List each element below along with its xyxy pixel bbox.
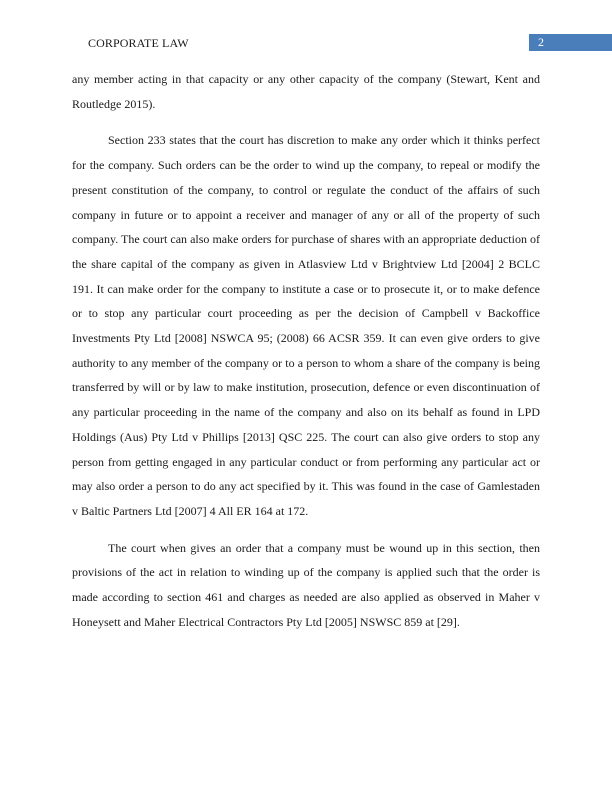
paragraph-section-233: Section 233 states that the court has discretion to make any order which it thinks perfect for the company. Such orders can be the order to wind up the company, to repeal or modify the present constitution of the company, to control or regulate the conduct of the affairs of such company in future or to appoint a receiver and manager of any or all of the property of such company. The court can also make orders for purchase of shares with an appropriate deduction of the share capital of the company as given in Atlasview Ltd v Brightview Ltd [2004] 2 BCLC 191. It can make order for the company to institute a case or to prosecute it, or to make defence or to stop any particular court proceeding as per the decision of Campbell v Backoffice Investments Pty Ltd [2008] NSWCA 95; (2008) 66 ACSR 359. It can even give orders to give authority to any member of the company or to a person to whom a share of the company is being transferred by will or by law to make institution, prosecution, defence or even discontinuation of any particular proceeding in the name of the company and also on its behalf as found in LPD Holdings (Aus) Pty Ltd v Phillips [2013] QSC 225. The court can also give orders to stop any person from getting engaged in any particular conduct or from performing any particular act or may also order a person to do any act specified by it. This was found in the case of Gamlestaden v Baltic Partners Ltd [2007] 4 All ER 164 at 172. <box>72 133 540 518</box>
paragraph-winding-up: The court when gives an order that a company must be wound up in this section, then provisions of the act in relation to winding up of the company is applied such that the order is made according to section 461 and charges as needed are also applied as observed in Maher v Honeysett and Maher Electrical Contractors Pty Ltd [2005] NSWSC 859 at [29]. <box>72 540 540 629</box>
paragraph-continuation: any member acting in that capacity or any other capacity of the company (Stewart, Kent and Routledge 2015). <box>72 72 540 111</box>
document-body <box>72 67 540 646</box>
page-number-bar <box>529 34 612 51</box>
page-number: 2 <box>538 35 544 49</box>
running-header-title: CORPORATE LAW <box>88 36 189 50</box>
